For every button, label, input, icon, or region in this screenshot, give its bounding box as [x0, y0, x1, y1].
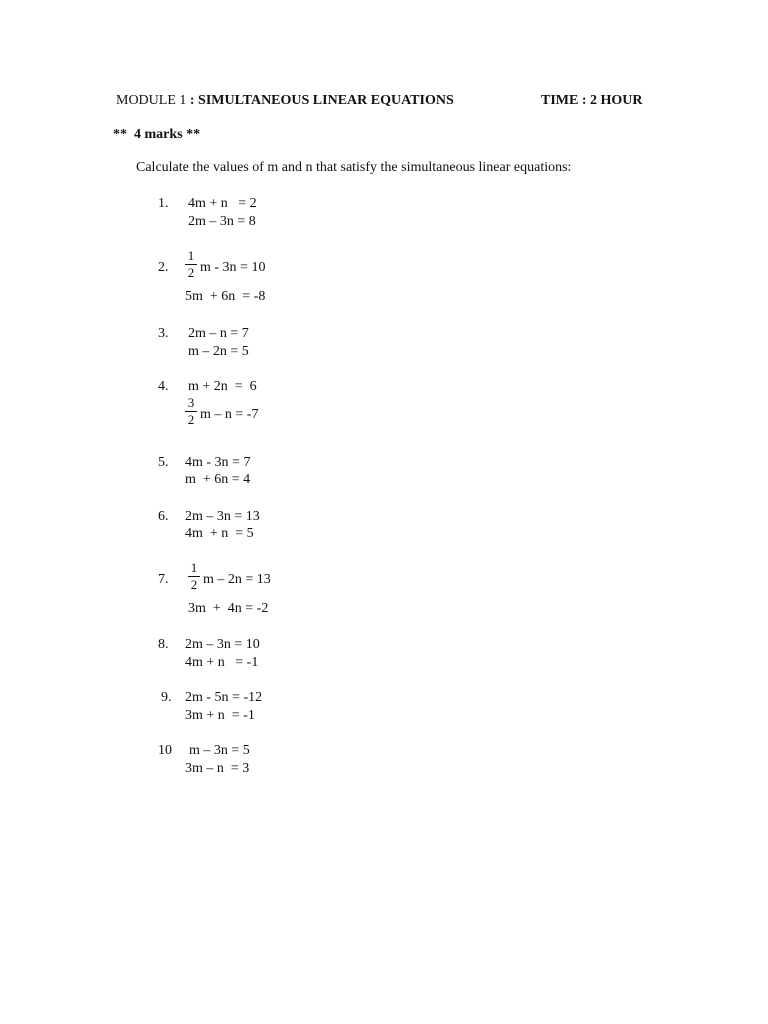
equation-2: 3m + 4n = -2	[188, 601, 269, 616]
time-label: TIME : 2 HOUR	[541, 93, 643, 108]
equation-1: 2m – n = 7	[188, 326, 249, 341]
fraction	[185, 249, 197, 280]
question-number: 4.	[158, 379, 169, 394]
equation-2: m – n = -7	[200, 407, 259, 422]
fraction-denominator: 2	[187, 412, 195, 427]
equation-1: m – 2n = 13	[203, 572, 271, 587]
fraction-numerator: 1	[188, 561, 200, 577]
equation-1: m - 3n = 10	[200, 260, 266, 275]
question-number: 5.	[158, 455, 169, 470]
equation-1: 2m – 3n = 10	[185, 637, 260, 652]
question-number: 6.	[158, 509, 169, 524]
equation-1: m – 3n = 5	[189, 743, 250, 758]
equation-2: m – 2n = 5	[188, 344, 249, 359]
module-prefix: MODULE 1	[116, 93, 187, 108]
fraction-denominator: 2	[187, 265, 195, 280]
module-title: : SIMULTANEOUS LINEAR EQUATIONS	[189, 93, 454, 108]
marks-label: ** 4 marks **	[113, 127, 201, 142]
equation-1: m + 2n = 6	[188, 379, 257, 394]
equation-2: 3m – n = 3	[185, 761, 250, 776]
question-number: 3.	[158, 326, 169, 341]
fraction	[188, 561, 200, 592]
equation-2: m + 6n = 4	[185, 472, 251, 487]
equation-2: 4m + n = -1	[185, 655, 259, 670]
question-number: 8.	[158, 637, 169, 652]
equation-1: 4m - 3n = 7	[185, 455, 251, 470]
instruction-text: Calculate the values of m and n that satisfy the simultaneous linear equations:	[136, 160, 572, 175]
question-number: 7.	[158, 572, 169, 587]
fraction-denominator: 2	[190, 577, 198, 592]
question-number: 1.	[158, 196, 169, 211]
question-number: 10	[158, 743, 172, 758]
equation-2: 4m + n = 5	[185, 526, 254, 541]
fraction-numerator: 1	[185, 249, 197, 265]
question-number: 2.	[158, 260, 169, 275]
equation-1: 4m + n = 2	[188, 196, 257, 211]
equation-2: 2m – 3n = 8	[188, 214, 256, 229]
equation-1: 2m – 3n = 13	[185, 509, 260, 524]
equation-2: 3m + n = -1	[185, 708, 255, 723]
module-header	[116, 92, 454, 109]
fraction	[185, 396, 197, 427]
equation-2: 5m + 6n = -8	[185, 289, 266, 304]
equation-1: 2m - 5n = -12	[185, 690, 263, 705]
fraction-numerator: 3	[185, 396, 197, 412]
question-number: 9.	[161, 690, 172, 705]
